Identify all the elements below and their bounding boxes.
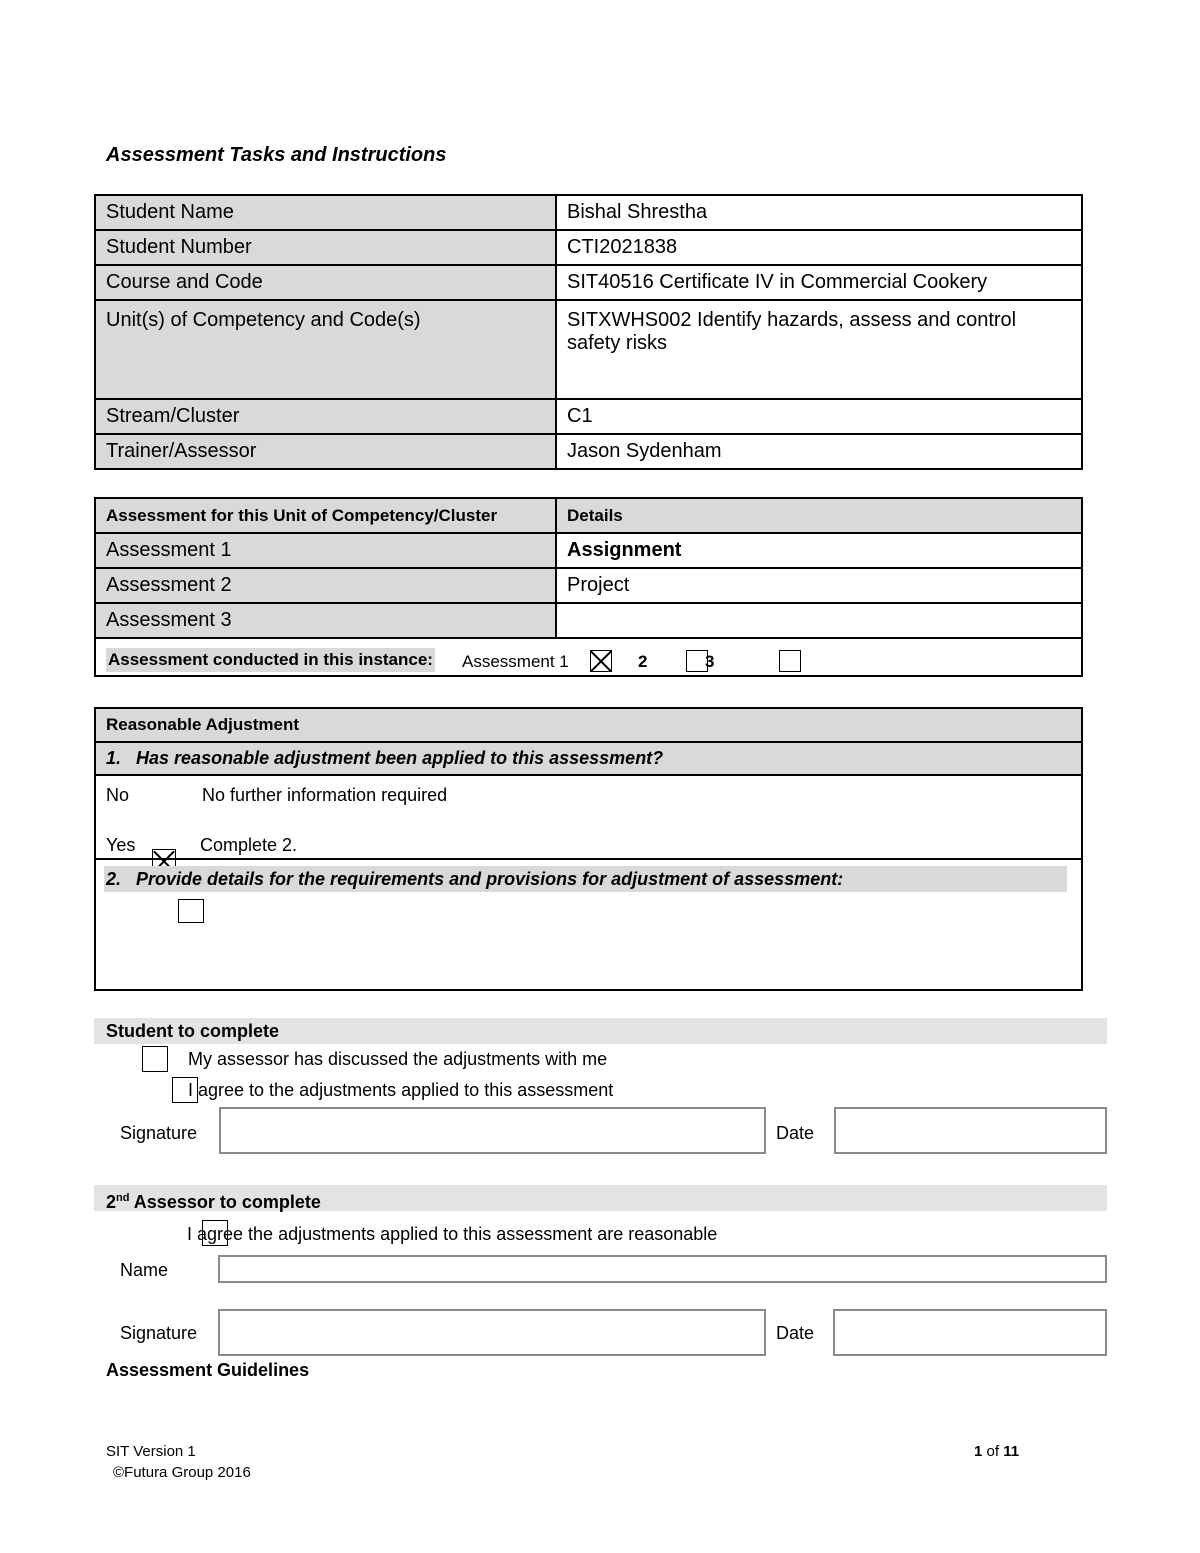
assessor-name-field[interactable] [218,1255,1107,1283]
student-date-label: Date [776,1123,815,1143]
assessment-1-label: Assessment 1 [95,533,556,568]
reasonable-adjustment-heading: Reasonable Adjustment [96,709,1081,743]
stream-cluster-label: Stream/Cluster [95,399,556,434]
course-code-label: Course and Code [95,265,556,300]
student-check-2-text: I agree to the adjustments applied to this assessment [188,1080,614,1100]
course-code-value[interactable]: SIT40516 Certificate IV in Commercial Cookery [556,265,1082,300]
assessment-header-right: Details [556,498,1082,533]
student-info-table [94,194,1083,470]
page-title: Assessment Tasks and Instructions [106,144,447,166]
unit-competency-label: Unit(s) of Competency and Code(s) [95,300,556,399]
assessment-guidelines-heading: Assessment Guidelines [106,1360,310,1380]
page-current: 1 [974,1443,983,1460]
table-row [95,230,1082,265]
student-check-1-checkbox[interactable] [142,1046,168,1072]
assessor-signature-field[interactable] [218,1309,766,1356]
student-name-value[interactable]: Bishal Shrestha [556,195,1082,230]
conducted-option-3-checkbox[interactable] [779,650,801,672]
adjustment-yes-label: Yes [106,835,136,855]
assessor-heading-sup: nd [116,1192,130,1204]
table-row [95,568,1082,603]
footer-copyright: ©Futura Group 2016 [113,1464,251,1481]
assessment-conducted-label: Assessment conducted in this instance: [106,648,435,672]
page-of: of [982,1443,1004,1460]
unit-competency-value[interactable]: SITXWHS002 Identify hazards, assess and control safety risks [556,300,1082,399]
table-header-row [95,498,1082,533]
assessor-complete-heading [94,1185,1107,1211]
assessment-2-detail: Project [556,568,1082,603]
assessment-1-detail: Assignment [556,533,1082,568]
page-total: 11 [1003,1443,1020,1460]
assessor-signature-label: Signature [120,1323,198,1343]
table-row [95,533,1082,568]
footer-version: SIT Version 1 [106,1443,196,1460]
student-number-label: Student Number [95,230,556,265]
student-name-label: Student Name [95,195,556,230]
adjustment-yes-checkbox[interactable] [178,899,204,923]
assessor-heading-rest: Assessor to complete [129,1192,321,1212]
assessment-3-detail [556,603,1082,638]
student-complete-heading: Student to complete [94,1018,1107,1044]
adjustment-question-1: 1. Has reasonable adjustment been applied to this assessment? [96,743,1081,776]
conducted-option-2-label: 2 [638,652,648,671]
table-row [95,265,1082,300]
table-row [95,434,1082,469]
assessment-header-left: Assessment for this Unit of Competency/Cluster [95,498,556,533]
student-signature-label: Signature [120,1123,198,1143]
assessor-check-1-text: I agree the adjustments applied to this assessment are reasonable [187,1224,718,1244]
student-date-field[interactable] [834,1107,1107,1154]
trainer-assessor-value[interactable]: Jason Sydenham [556,434,1082,469]
assessment-conducted-row [94,638,1083,677]
adjustment-no-text: No further information required [202,785,448,805]
page-number [974,1443,1019,1460]
table-row [95,603,1082,638]
adjustment-question-2: 2. Provide details for the requirements and provisions for adjustment of assessment: [104,866,1067,892]
section-divider [96,858,1081,860]
conducted-option-1-checkbox[interactable] [590,650,612,672]
assessor-date-label: Date [776,1323,815,1343]
assessment-2-label: Assessment 2 [95,568,556,603]
trainer-assessor-label: Trainer/Assessor [95,434,556,469]
assessor-date-field[interactable] [833,1309,1107,1356]
assessor-heading-prefix: 2 [106,1192,117,1212]
assessor-name-label: Name [120,1260,169,1280]
assessment-3-label: Assessment 3 [95,603,556,638]
table-row [95,399,1082,434]
conducted-option-3-label: 3 [705,652,715,671]
assessment-table [94,497,1083,639]
student-check-1-text: My assessor has discussed the adjustments with me [188,1049,608,1069]
reasonable-adjustment-section [94,707,1083,991]
conducted-option-1-label: Assessment 1 [462,652,569,671]
adjustment-yes-text: Complete 2. [200,835,298,855]
student-number-value[interactable]: CTI2021838 [556,230,1082,265]
adjustment-no-label: No [106,785,130,805]
table-row [95,300,1082,399]
table-row [95,195,1082,230]
stream-cluster-value[interactable]: C1 [556,399,1082,434]
student-signature-field[interactable] [219,1107,766,1154]
